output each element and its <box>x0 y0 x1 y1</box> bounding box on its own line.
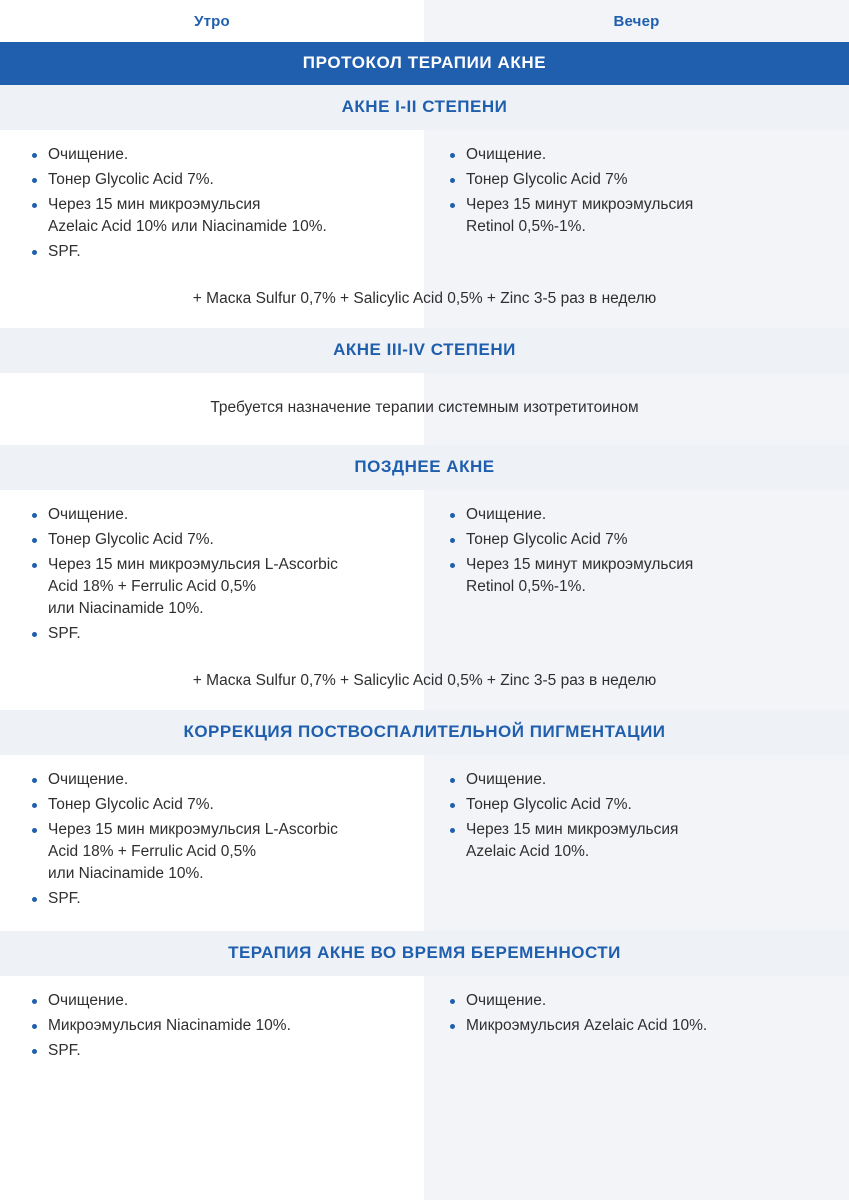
section-title: АКНЕ I-II СТЕПЕНИ <box>0 85 849 130</box>
morning-list <box>26 504 398 645</box>
section-spacer <box>0 919 849 931</box>
list-item: Тонер Glycolic Acid 7% <box>444 529 823 551</box>
list-item-line: Azelaic Acid 10%. <box>466 843 590 860</box>
section-body <box>0 755 849 919</box>
header-evening: Вечер <box>613 12 660 30</box>
list-item-line: Retinol 0,5%-1%. <box>466 578 586 595</box>
list-item-line: Retinol 0,5%-1%. <box>466 218 586 235</box>
list-item <box>444 554 823 598</box>
list-item-line: Через 15 мин микроэмульсия L-Ascorbic <box>48 821 338 838</box>
list-item-line: или Niacinamide 10%. <box>48 865 204 882</box>
list-item-line: Acid 18% + Ferrulic Acid 0,5% <box>48 578 257 595</box>
evening-cell <box>424 755 849 919</box>
list-item-line: Через 15 мин микроэмульсия L-Ascorbic <box>48 556 338 573</box>
list-item: Очищение. <box>26 144 398 166</box>
section-title: ПОЗДНЕЕ АКНЕ <box>0 445 849 490</box>
list-item: Очищение. <box>26 504 398 526</box>
list-item-line: Acid 18% + Ferrulic Acid 0,5% <box>48 843 257 860</box>
list-item: SPF. <box>26 888 398 910</box>
list-item: Тонер Glycolic Acid 7%. <box>26 794 398 816</box>
morning-list <box>26 769 398 910</box>
list-item <box>26 554 398 620</box>
evening-list <box>444 769 823 863</box>
list-item-line: или Niacinamide 10%. <box>48 600 204 617</box>
list-item: Микроэмульсия Niacinamide 10%. <box>26 1015 398 1037</box>
list-item-line: Через 15 минут микроэмульсия <box>466 556 694 573</box>
list-item: Тонер Glycolic Acid 7% <box>444 169 823 191</box>
list-item: Тонер Glycolic Acid 7%. <box>26 529 398 551</box>
evening-list <box>444 144 823 238</box>
list-item: Очищение. <box>26 769 398 791</box>
list-item: Очищение. <box>444 769 823 791</box>
list-item: Тонер Glycolic Acid 7%. <box>26 169 398 191</box>
list-item <box>444 194 823 238</box>
evening-cell <box>424 130 849 272</box>
header-morning: Утро <box>194 12 230 30</box>
list-item <box>444 819 823 863</box>
list-item: Микроэмульсия Azelaic Acid 10%. <box>444 1015 823 1037</box>
list-item-line: Через 15 мин микроэмульсия <box>466 821 679 838</box>
list-item-line: Через 15 минут микроэмульсия <box>466 196 694 213</box>
section-body <box>0 490 849 654</box>
column-headers <box>0 0 849 42</box>
morning-cell <box>0 976 424 1071</box>
list-item <box>26 819 398 885</box>
list-item: Тонер Glycolic Acid 7%. <box>444 794 823 816</box>
section-body <box>0 976 849 1071</box>
morning-cell <box>0 490 424 654</box>
list-item: Очищение. <box>26 990 398 1012</box>
protocol-banner-title: ПРОТОКОЛ ТЕРАПИИ АКНЕ <box>0 42 849 85</box>
section-title: КОРРЕКЦИЯ ПОСТВОСПАЛИТЕЛЬНОЙ ПИГМЕНТАЦИИ <box>0 710 849 755</box>
list-item: Очищение. <box>444 144 823 166</box>
list-item <box>26 194 398 238</box>
list-item-line: Через 15 мин микроэмульсия <box>48 196 261 213</box>
section-note: + Маска Sulfur 0,7% + Salicylic Acid 0,5% + Zinc 3-5 раз в неделю <box>192 672 657 689</box>
morning-list <box>26 990 398 1062</box>
section-note: + Маска Sulfur 0,7% + Salicylic Acid 0,5% + Zinc 3-5 раз в неделю <box>192 290 657 307</box>
morning-cell <box>0 130 424 272</box>
morning-list <box>26 144 398 263</box>
section-body <box>0 130 849 272</box>
evening-list <box>444 990 823 1037</box>
section-note: Требуется назначение терапии системным изотретитоином <box>210 399 639 416</box>
section-title: АКНЕ III-IV СТЕПЕНИ <box>0 328 849 373</box>
list-item: SPF. <box>26 241 398 263</box>
list-item: SPF. <box>26 623 398 645</box>
list-item: Очищение. <box>444 504 823 526</box>
list-item: SPF. <box>26 1040 398 1062</box>
section-title: ТЕРАПИЯ АКНЕ ВО ВРЕМЯ БЕРЕМЕННОСТИ <box>0 931 849 976</box>
evening-list <box>444 504 823 598</box>
morning-cell <box>0 755 424 919</box>
list-item: Очищение. <box>444 990 823 1012</box>
list-item-line: Azelaic Acid 10% или Niacinamide 10%. <box>48 218 327 235</box>
evening-cell <box>424 976 849 1071</box>
evening-cell <box>424 490 849 654</box>
